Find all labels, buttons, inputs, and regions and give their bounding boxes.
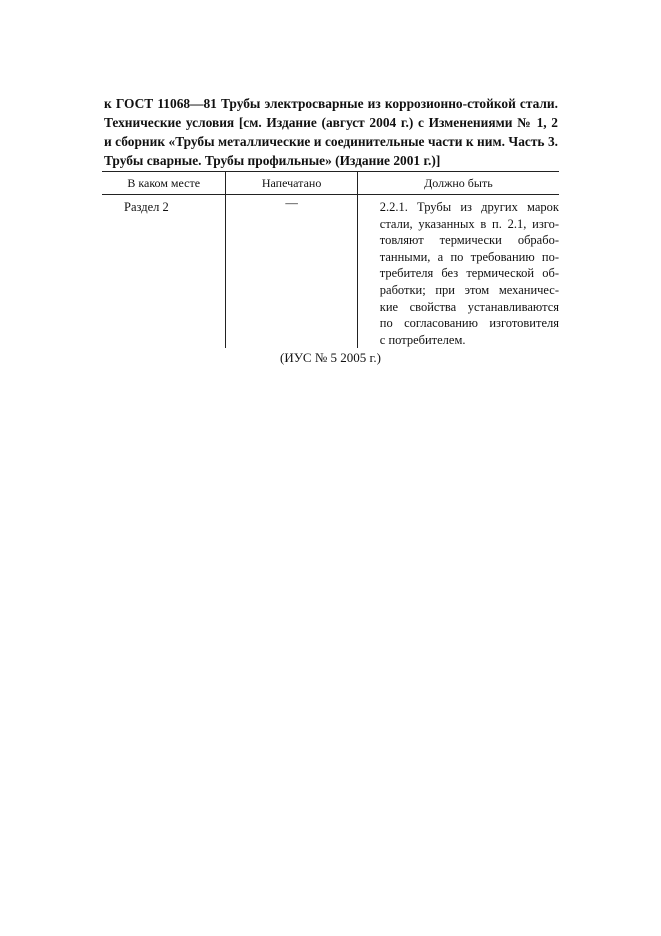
should-be-line: товляют термически обрабо- [379,233,559,248]
should-be-line: стали, указанных в п. 2.1, изго- [379,216,559,231]
heading-line-4: Трубы сварные. Трубы профильные» (Издание 2001 г.)] [104,153,441,168]
table-row [102,195,559,349]
header-place: В каком месте [102,172,226,195]
amendment-heading [104,94,558,170]
corrections-table [102,171,559,348]
cell-should-be [357,195,559,349]
should-be-line: кие свойства устанавливаются [379,299,559,314]
should-be-line: с потребителем. [379,332,466,347]
heading-line-2: Технические условия [см. Издание (август 2004 г.) с Изменениями № 1, 2 [104,115,558,130]
publication-reference: (ИУС № 5 2005 г.) [280,350,381,365]
header-printed: Напечатано [226,172,357,195]
should-be-line: работки; при этом механичес- [379,282,559,297]
cell-place: Раздел 2 [124,200,169,214]
header-should-be: Должно быть [357,172,559,195]
heading-line-3: и сборник «Трубы металлические и соединительные части к ним. Часть 3. [104,134,558,149]
should-be-line: танными, а по требованию по- [379,249,559,264]
table-header-row [102,172,559,195]
should-be-line: 2.2.1. Трубы из других марок [379,200,559,214]
should-be-line: требителя без термической об- [379,266,559,281]
heading-line-1: к ГОСТ 11068—81 Трубы электросварные из коррозионно-стойкой стали. [104,96,558,111]
cell-printed: — [226,195,357,349]
should-be-line: по согласованию изготовителя [379,316,559,331]
